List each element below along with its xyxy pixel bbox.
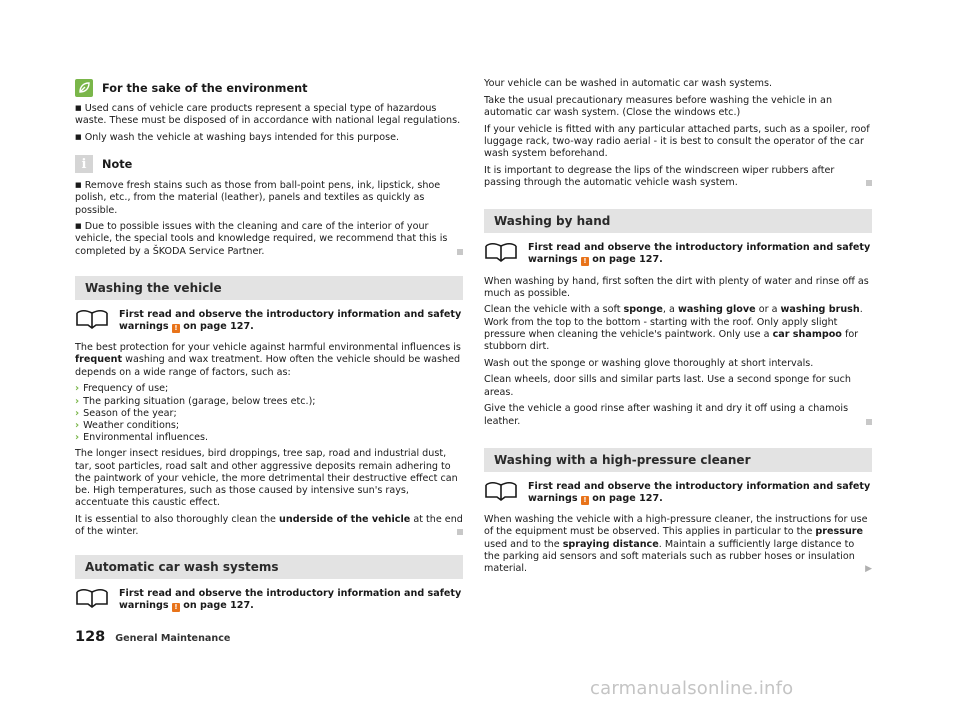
open-book-icon — [484, 242, 518, 262]
reference-text: First read and observe the introductory information and safety warnings ! on page 127. — [119, 308, 462, 333]
section-end-marker — [866, 419, 872, 425]
note-list — [75, 180, 463, 258]
paragraph: Your vehicle can be washed in automatic car wash systems. — [484, 78, 773, 89]
page-number: 128 — [75, 629, 106, 645]
left-column — [75, 78, 463, 622]
section-end-marker — [866, 180, 872, 186]
section-end-marker — [457, 249, 463, 255]
paragraph: Give the vehicle a good rinse after washing it and dry it off using a chamois leather. — [484, 403, 872, 427]
list-item: › Frequency of use; — [75, 383, 169, 395]
chevron-right-icon: › — [75, 432, 80, 444]
info-icon: i — [75, 155, 93, 173]
warning-icon: ! — [581, 257, 589, 266]
paragraph: The longer insect residues, bird droppings, tree sap, road and industrial dust, tar, soot particles, road salt and other aggressive deposits remain adhering to the paintwork of your vehicle, the more detrimental their destructive effect can be. High temperatures, such as those caused by intensive sun's rays, accentuate this caustic effect. — [75, 448, 458, 509]
section-heading-automatic-car-wash: Automatic car wash systems — [75, 555, 463, 579]
environment-list — [75, 103, 463, 144]
continue-arrow-icon: ▶ — [865, 563, 872, 574]
note-item: ■ Remove fresh stains such as those from ball-point pens, ink, lipstick, shoe polish, etc., from the material (leather), panels and textiles as quickly as possible. — [75, 180, 441, 216]
reference-line — [484, 481, 872, 505]
paragraph: It is essential to also thoroughly clean the underside of the vehicle at the end of the winter. — [75, 513, 463, 538]
open-book-icon — [75, 588, 109, 608]
environment-heading — [75, 78, 463, 98]
list-item: › The parking situation (garage, below trees etc.); — [75, 395, 316, 407]
paragraph: Clean the vehicle with a soft sponge, a washing glove or a washing brush. Work from the top to the bottom - starting with the roof. Only apply slight pressure when cleaning the vehicle's paintwork. Only use a car shampoo for stubborn dirt. — [484, 304, 863, 353]
environment-title: For the sake of the environment — [102, 81, 308, 95]
watermark: carmanualsonline.info — [590, 678, 794, 699]
warning-icon: ! — [581, 496, 589, 505]
note-title: Note — [102, 157, 133, 171]
section-end-marker — [457, 529, 463, 535]
factor-list — [75, 383, 463, 444]
chevron-right-icon: › — [75, 407, 80, 419]
section-heading-washing-by-hand: Washing by hand — [484, 209, 872, 233]
environment-leaf-icon — [75, 79, 93, 97]
chevron-right-icon: › — [75, 395, 80, 407]
environment-item: ■ Only wash the vehicle at washing bays intended for this purpose. — [75, 131, 400, 143]
paragraph: Clean wheels, door sills and similar parts last. Use a second sponge for such areas. — [484, 374, 851, 398]
list-item: › Season of the year; — [75, 407, 177, 419]
paragraph: The best protection for your vehicle against harmful environmental influences is frequent washing and wax treatment. How often the vehicle should be washed depends on a wide range of factors, such as: — [75, 342, 461, 378]
paragraph: When washing the vehicle with a high-pressure cleaner, the instructions for use of the equipment must be observed. This applies in particular to the pressure used and to the spraying distance. Maintain a sufficiently large distance to the parking aid sensors and soft materials such as rubber hoses or insulation material. ▶ — [484, 514, 872, 574]
right-column — [484, 78, 872, 580]
note-item: ■ Due to possible issues with the cleaning and care of the interior of your vehicle, the special tools and knowledge required, we recommend that this is completed by a ŠKODA Service Partner. — [75, 221, 463, 258]
paragraph: It is important to degrease the lips of the windscreen wiper rubbers after passing through the automatic vehicle wash system. — [484, 165, 872, 189]
chevron-right-icon: › — [75, 383, 80, 395]
reference-text: First read and observe the introductory information and safety warnings ! on page 127. — [528, 242, 871, 266]
reference-line — [484, 242, 872, 266]
reference-line — [75, 588, 463, 612]
list-item: › Environmental influences. — [75, 432, 209, 444]
warning-icon: ! — [172, 324, 180, 333]
paragraph: Wash out the sponge or washing glove thoroughly at short intervals. — [484, 357, 814, 369]
reference-text: First read and observe the introductory information and safety warnings ! on page 127. — [528, 480, 871, 504]
environment-item: ■ Used cans of vehicle care products represent a special type of hazardous waste. These must be disposed of in accordance with national legal regulations. — [75, 103, 461, 127]
list-item: › Weather conditions; — [75, 419, 180, 431]
paragraph: When washing by hand, first soften the dirt with plenty of water and rinse off as much as possible. — [484, 275, 869, 299]
warning-icon: ! — [172, 603, 180, 612]
page-footer — [75, 629, 230, 645]
open-book-icon — [75, 309, 109, 329]
reference-text: First read and observe the introductory information and safety warnings ! on page 127. — [119, 588, 462, 612]
footer-section-label: General Maintenance — [115, 633, 231, 644]
open-book-icon — [484, 481, 518, 501]
paragraph: If your vehicle is fitted with any particular attached parts, such as a spoiler, roof luggage rack, two-way radio aerial - it is best to consult the operator of the car wash system beforehand. — [484, 123, 870, 160]
section-heading-washing-vehicle: Washing the vehicle — [75, 276, 463, 300]
section-heading-high-pressure-cleaner: Washing with a high-pressure cleaner — [484, 448, 872, 472]
paragraph: Take the usual precautionary measures before washing the vehicle in an automatic car wash system. (Close the windows etc.) — [484, 94, 833, 118]
note-heading — [75, 154, 463, 174]
reference-line — [75, 309, 463, 333]
chevron-right-icon: › — [75, 419, 80, 431]
